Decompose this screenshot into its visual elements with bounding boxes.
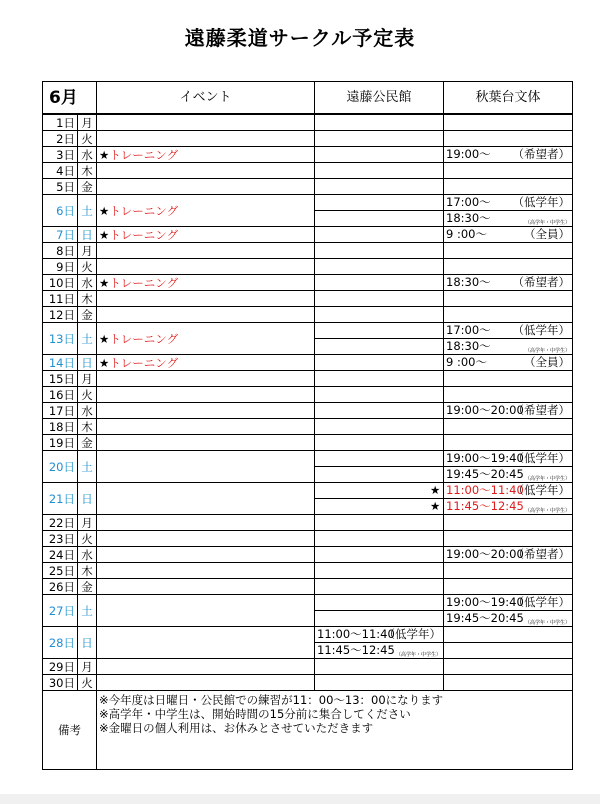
bunkyo-time: 9 :00～ (446, 227, 487, 241)
kominkan-note: （低学年） (383, 627, 441, 641)
schedule-row (43, 259, 573, 275)
kominkan-cell (315, 179, 444, 195)
day-cell: 4日 (43, 163, 78, 179)
remark-line: ※金曜日の個人利用は、お休みとさせていただきます (99, 721, 374, 735)
bunkyo-time: 19:00～19:40 (446, 451, 524, 465)
bunkyo-cell (444, 419, 573, 435)
bunkyo-cell (444, 515, 573, 531)
kominkan-cell (315, 659, 444, 675)
schedule-row (43, 515, 573, 531)
event-cell (97, 515, 315, 531)
bunkyo-cell (444, 435, 573, 451)
kominkan-cell (315, 291, 444, 307)
bunkyo-cell (444, 227, 573, 243)
bunkyo-cell (444, 291, 573, 307)
bunkyo-cell (444, 147, 573, 163)
bunkyo-note: （希望者） (512, 403, 570, 417)
event-label: トレーニング (109, 147, 179, 162)
event-header: イベント (97, 82, 315, 115)
event-label: トレーニング (109, 227, 179, 242)
bunkyo-time: 11:00～11:40 (446, 483, 524, 497)
event-cell (97, 131, 315, 147)
bunkyo-cell (444, 675, 573, 691)
weekday-cell: 金 (78, 579, 97, 595)
kominkan-cell (315, 114, 444, 131)
bunkyo-cell (444, 131, 573, 147)
event-cell (97, 371, 315, 387)
day-cell: 5日 (43, 179, 78, 195)
day-cell: 1日 (43, 114, 78, 131)
schedule-row (43, 371, 573, 387)
event-cell (97, 547, 315, 563)
event-cell (97, 563, 315, 579)
remark-line: ※高学年・中学生は、開始時間の15分前に集合してください (99, 707, 411, 721)
kominkan-cell (315, 307, 444, 323)
bunkyo-note: （希望者） (512, 547, 570, 561)
bunkyo-cell (444, 323, 573, 339)
bunkyo-note: （低学年） (512, 195, 570, 209)
bunkyo-time: 18:30～ (446, 339, 491, 353)
kominkan-cell (315, 579, 444, 595)
event-cell (97, 483, 315, 515)
kominkan-cell (315, 483, 444, 499)
bunkyo-cell (430, 483, 573, 499)
kominkan-cell (315, 675, 444, 691)
kominkan-cell (315, 499, 444, 515)
bunkyo-cell (444, 339, 573, 355)
bunkyo-cell (444, 547, 573, 563)
event-cell (97, 147, 315, 163)
bunkyo-cell (444, 371, 573, 387)
event-cell (97, 259, 315, 275)
weekday-cell: 月 (78, 114, 97, 131)
bunkyo-note: （高学年・中学生） (524, 476, 570, 482)
bunkyo-cell (444, 355, 573, 371)
schedule-row (43, 307, 573, 323)
event-cell (97, 531, 315, 547)
schedule-row (43, 531, 573, 547)
weekday-cell: 日 (78, 483, 97, 515)
bunkyo-cell (444, 643, 573, 659)
event-cell (97, 627, 315, 659)
bunkyo-time: 18:30～ (446, 211, 491, 225)
bunkyo-time: 17:00～ (446, 195, 491, 209)
weekday-cell: 火 (78, 259, 97, 275)
schedule-row (43, 291, 573, 307)
kominkan-cell (315, 275, 444, 291)
weekday-cell: 火 (78, 675, 97, 691)
weekday-cell: 木 (78, 563, 97, 579)
day-cell: 7日 (43, 227, 78, 243)
day-cell: 6日 (43, 195, 78, 227)
bunkyo-cell (444, 179, 573, 195)
day-cell: 26日 (43, 579, 78, 595)
bunkyo-cell (444, 114, 573, 131)
day-cell: 22日 (43, 515, 78, 531)
kominkan-cell (315, 547, 444, 563)
event-star-icon: ★ (99, 275, 110, 290)
event-cell (97, 675, 315, 691)
day-cell: 8日 (43, 243, 78, 259)
kominkan-cell (315, 163, 444, 179)
bunkyo-cell (444, 387, 573, 403)
schedule-row (43, 147, 573, 163)
bunkyo-note: （高学年・中学生） (524, 348, 570, 354)
weekday-cell: 金 (78, 179, 97, 195)
bunkyo-star-icon: ★ (430, 483, 441, 497)
event-cell (97, 595, 315, 627)
kominkan-cell (315, 339, 444, 355)
event-star-icon: ★ (99, 203, 110, 218)
bunkyo-cell (444, 451, 573, 467)
bunkyo-cell (444, 211, 573, 227)
page-title: 遠藤柔道サークル予定表 (184, 26, 416, 50)
bunkyo-time: 19:00～20:00 (446, 403, 524, 417)
day-cell: 27日 (43, 595, 78, 627)
event-cell (97, 419, 315, 435)
weekday-cell: 月 (78, 243, 97, 259)
bunkyo-note: （低学年） (512, 323, 570, 337)
day-cell: 16日 (43, 387, 78, 403)
event-cell (97, 307, 315, 323)
event-cell (97, 195, 315, 227)
kominkan-cell (315, 195, 444, 211)
kominkan-time: 11:00～11:40 (317, 627, 395, 641)
bunkyo-time: 19:45～20:45 (446, 467, 524, 481)
schedule-row (43, 387, 573, 403)
weekday-cell: 土 (78, 451, 97, 483)
event-cell (97, 659, 315, 675)
day-cell: 19日 (43, 435, 78, 451)
day-cell: 9日 (43, 259, 78, 275)
event-cell (97, 435, 315, 451)
schedule-row (43, 275, 573, 291)
schedule-row (43, 403, 573, 419)
event-cell (97, 579, 315, 595)
event-label: トレーニング (109, 203, 179, 218)
bunkyo-note: （全員） (524, 227, 570, 241)
remarks-row (43, 691, 573, 770)
kominkan-time: 11:45～12:45 (317, 643, 395, 657)
event-cell (97, 403, 315, 419)
bunkyo-cell (444, 275, 573, 291)
kominkan-cell (315, 419, 444, 435)
day-cell: 20日 (43, 451, 78, 483)
bunkyo-note: （低学年） (512, 483, 570, 497)
bunkyo-note: （高学年・中学生） (524, 620, 570, 626)
kominkan-header: 遠藤公民館 (315, 82, 444, 115)
day-cell: 12日 (43, 307, 78, 323)
kominkan-cell (315, 627, 444, 643)
day-cell: 10日 (43, 275, 78, 291)
weekday-cell: 木 (78, 163, 97, 179)
bunkyo-cell (444, 403, 573, 419)
kominkan-cell (315, 131, 444, 147)
bunkyo-time: 19:00～20:00 (446, 547, 524, 561)
bunkyo-note: （希望者） (512, 147, 570, 161)
schedule-row (43, 355, 573, 371)
bunkyo-time: 19:00～ (446, 147, 491, 161)
kominkan-cell (315, 371, 444, 387)
bunkyo-note: （希望者） (512, 275, 570, 289)
schedule-row (43, 114, 573, 131)
kominkan-cell (315, 387, 444, 403)
bunkyo-cell (444, 467, 573, 483)
kominkan-cell (315, 563, 444, 579)
day-cell: 24日 (43, 547, 78, 563)
weekday-cell: 土 (78, 595, 97, 627)
day-cell: 23日 (43, 531, 78, 547)
event-cell (97, 243, 315, 259)
kominkan-cell (315, 243, 444, 259)
kominkan-cell (315, 355, 444, 371)
bunkyo-time: 9 :00～ (446, 355, 487, 369)
kominkan-cell (315, 515, 444, 531)
schedule-row (43, 419, 573, 435)
weekday-cell: 金 (78, 435, 97, 451)
event-star-icon: ★ (99, 227, 110, 242)
schedule-row (43, 195, 573, 211)
weekday-cell: 日 (78, 227, 97, 243)
bunkyo-time: 17:00～ (446, 323, 491, 337)
remark-line: ※今年度は日曜日・公民館での練習が11：00～13：00になります (99, 693, 444, 707)
bunkyo-note: （高学年・中学生） (524, 508, 570, 514)
bunkyo-cell (444, 531, 573, 547)
weekday-cell: 月 (78, 659, 97, 675)
schedule-row (43, 675, 573, 691)
day-cell: 17日 (43, 403, 78, 419)
event-star-icon: ★ (99, 147, 110, 162)
schedule-row (43, 483, 573, 499)
kominkan-cell (315, 323, 444, 339)
schedule-row (43, 243, 573, 259)
bunkyo-cell (444, 611, 573, 627)
header-row (43, 82, 573, 115)
day-cell: 14日 (43, 355, 78, 371)
kominkan-cell (315, 259, 444, 275)
day-cell: 11日 (43, 291, 78, 307)
event-cell (97, 275, 315, 291)
day-cell: 21日 (43, 483, 78, 515)
event-star-icon: ★ (99, 355, 110, 370)
schedule-row (43, 163, 573, 179)
event-star-icon: ★ (99, 331, 110, 346)
bunkyo-cell (444, 259, 573, 275)
day-cell: 25日 (43, 563, 78, 579)
bunkyo-cell (444, 163, 573, 179)
kominkan-cell (315, 403, 444, 419)
bunkyo-note: （低学年） (512, 451, 570, 465)
weekday-cell: 水 (78, 147, 97, 163)
bunkyo-note: （高学年・中学生） (524, 220, 570, 226)
kominkan-cell (315, 531, 444, 547)
bunkyo-cell (444, 627, 573, 643)
bunkyo-cell (430, 499, 573, 515)
weekday-cell: 木 (78, 419, 97, 435)
day-cell: 30日 (43, 675, 78, 691)
event-cell (97, 179, 315, 195)
event-label: トレーニング (109, 355, 179, 370)
weekday-cell: 火 (78, 531, 97, 547)
event-cell (97, 114, 315, 131)
kominkan-cell (315, 643, 444, 659)
bunkyo-cell (444, 579, 573, 595)
schedule-row (43, 627, 573, 643)
schedule-table (42, 81, 573, 770)
day-cell: 3日 (43, 147, 78, 163)
weekday-cell: 水 (78, 403, 97, 419)
weekday-cell: 月 (78, 515, 97, 531)
schedule-row (43, 563, 573, 579)
kominkan-cell (315, 467, 444, 483)
schedule-row (43, 451, 573, 467)
kominkan-cell (315, 211, 444, 227)
schedule-row (43, 547, 573, 563)
schedule-row (43, 579, 573, 595)
event-label: トレーニング (109, 275, 179, 290)
event-cell (97, 227, 315, 243)
day-cell: 15日 (43, 371, 78, 387)
bunkyo-cell (444, 659, 573, 675)
kominkan-cell (315, 611, 444, 627)
weekday-cell: 火 (78, 387, 97, 403)
weekday-cell: 水 (78, 547, 97, 563)
bunkyo-cell (444, 595, 573, 611)
schedule-row (43, 131, 573, 147)
kominkan-cell (315, 147, 444, 163)
schedule-row (43, 227, 573, 243)
event-cell (97, 323, 315, 355)
day-cell: 2日 (43, 131, 78, 147)
page-bottom-edge (0, 794, 600, 804)
bunkyo-cell (444, 195, 573, 211)
day-cell: 18日 (43, 419, 78, 435)
weekday-cell: 日 (78, 355, 97, 371)
bunkyo-note: （低学年） (512, 595, 570, 609)
bunkyo-time: 19:45～20:45 (446, 611, 524, 625)
bunkyo-cell (444, 307, 573, 323)
weekday-cell: 土 (78, 195, 97, 227)
bunkyo-note: （全員） (524, 355, 570, 369)
event-cell (97, 291, 315, 307)
bunkyo-cell (444, 243, 573, 259)
bunkyo-cell (444, 563, 573, 579)
schedule-row (43, 435, 573, 451)
bunkyo-time: 11:45～12:45 (446, 499, 524, 513)
month-header: 6月 (43, 82, 97, 115)
bunkyo-header: 秋葉台文体 (444, 82, 573, 115)
schedule-row (43, 323, 573, 339)
schedule-row (43, 179, 573, 195)
event-cell (97, 387, 315, 403)
kominkan-cell (315, 227, 444, 243)
bunkyo-time: 18:30～ (446, 275, 491, 289)
event-cell (97, 163, 315, 179)
event-label: トレーニング (109, 331, 179, 346)
weekday-cell: 木 (78, 291, 97, 307)
schedule-row (43, 659, 573, 675)
day-cell: 13日 (43, 323, 78, 355)
kominkan-cell (315, 451, 444, 467)
kominkan-note: （高学年・中学生） (395, 652, 441, 658)
weekday-cell: 水 (78, 275, 97, 291)
weekday-cell: 金 (78, 307, 97, 323)
schedule-row (43, 595, 573, 611)
day-cell: 29日 (43, 659, 78, 675)
weekday-cell: 火 (78, 131, 97, 147)
weekday-cell: 月 (78, 371, 97, 387)
bunkyo-star-icon: ★ (430, 499, 441, 513)
bunkyo-time: 19:00～19:40 (446, 595, 524, 609)
weekday-cell: 土 (78, 323, 97, 355)
remarks-label: 備考 (43, 691, 97, 770)
remarks-text (97, 691, 573, 770)
event-cell (97, 451, 315, 483)
event-cell (97, 355, 315, 371)
kominkan-cell (315, 595, 444, 611)
day-cell: 28日 (43, 627, 78, 659)
kominkan-cell (315, 435, 444, 451)
weekday-cell: 日 (78, 627, 97, 659)
